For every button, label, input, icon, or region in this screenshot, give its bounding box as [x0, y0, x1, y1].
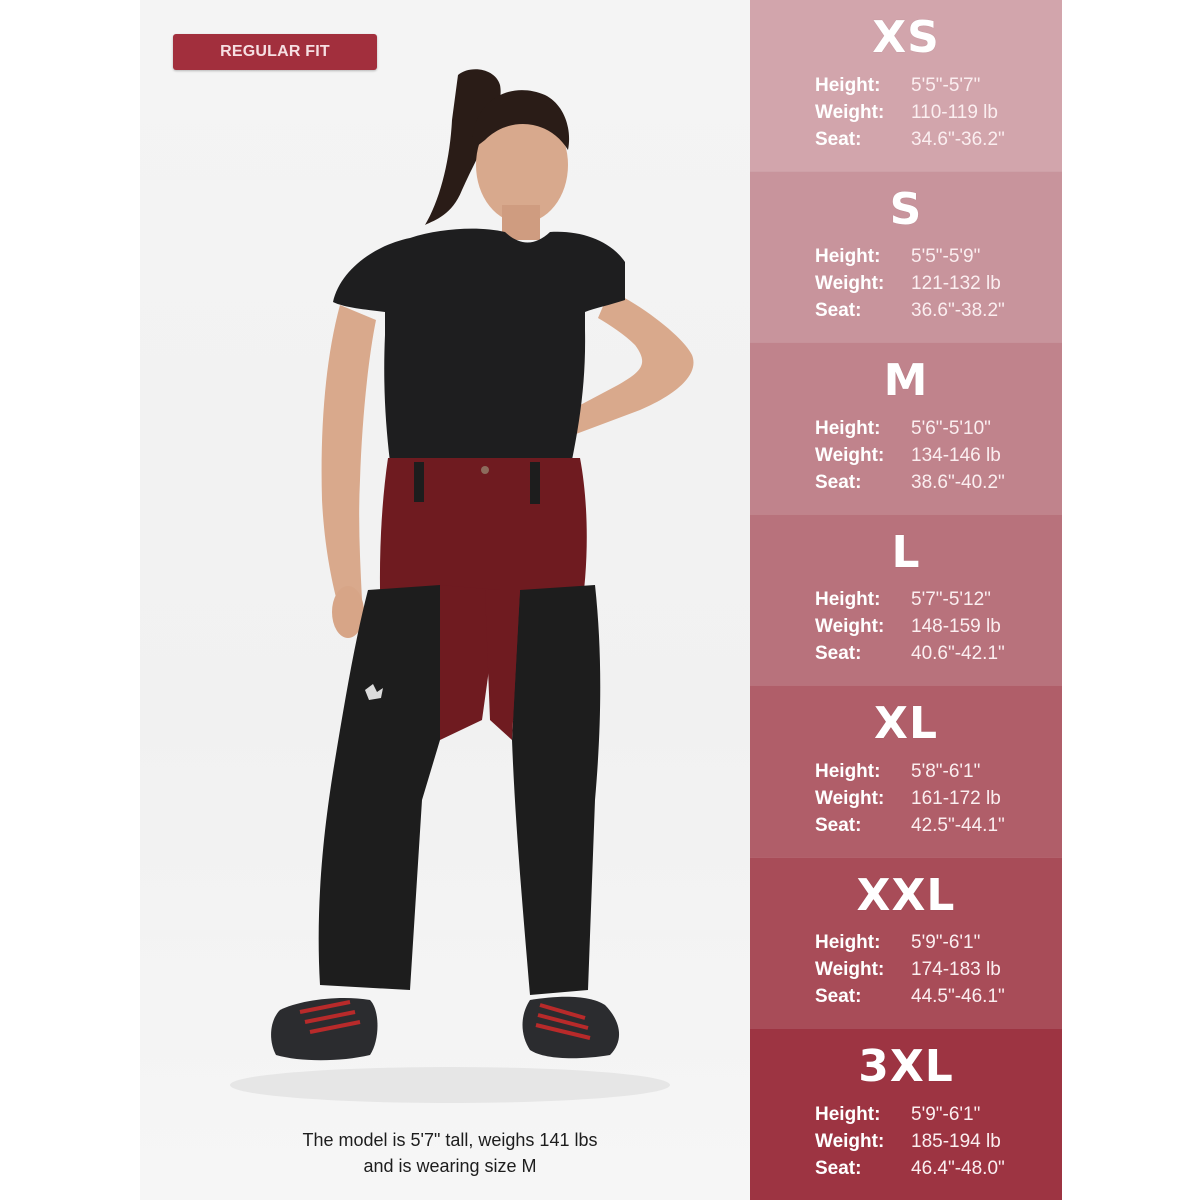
size-band-3xl	[750, 1028, 1062, 1200]
weight-value: 161-172 lb	[911, 787, 1001, 809]
seat-row	[815, 1155, 1055, 1182]
size-label: XXL	[856, 869, 956, 921]
height-value: 5'9"-6'1"	[911, 1103, 981, 1125]
weight-value: 174-183 lb	[911, 959, 1001, 981]
seat-label: Seat:	[815, 128, 862, 150]
weight-row	[815, 785, 1055, 812]
height-label: Height:	[815, 760, 881, 782]
seat-value: 36.6"-38.2"	[911, 300, 1005, 322]
weight-label: Weight:	[815, 959, 885, 981]
weight-value: 121-132 lb	[911, 273, 1001, 295]
height-value: 5'6"-5'10"	[911, 417, 991, 439]
size-measurements	[815, 587, 1055, 668]
height-label: Height:	[815, 74, 881, 96]
size-band-xxl	[750, 857, 1062, 1029]
weight-label: Weight:	[815, 273, 885, 295]
height-label: Height:	[815, 246, 881, 268]
weight-row	[815, 271, 1055, 298]
size-label: XS	[872, 12, 940, 63]
weight-label: Weight:	[815, 101, 885, 123]
size-band-s	[750, 171, 1062, 343]
weight-row	[815, 957, 1055, 984]
height-label: Height:	[815, 1103, 881, 1125]
seat-row	[815, 126, 1055, 153]
weight-row	[815, 99, 1055, 126]
height-label: Height:	[815, 417, 881, 439]
height-row	[815, 244, 1055, 271]
seat-row	[815, 298, 1055, 325]
size-label: S	[889, 183, 923, 235]
fit-badge-label: REGULAR FIT	[220, 43, 330, 60]
height-value: 5'5"-5'7"	[911, 74, 981, 96]
height-label: Height:	[815, 932, 881, 954]
weight-value: 148-159 lb	[911, 616, 1001, 638]
seat-row	[815, 469, 1055, 496]
size-band-xl	[750, 685, 1062, 857]
size-band-m	[750, 342, 1062, 514]
height-row	[815, 758, 1055, 785]
height-row	[815, 415, 1055, 442]
size-measurements	[815, 930, 1055, 1011]
size-measurements	[815, 758, 1055, 839]
size-band-l	[750, 514, 1062, 686]
seat-value: 42.5"-44.1"	[911, 814, 1005, 836]
seat-value: 38.6"-40.2"	[911, 471, 1005, 493]
height-value: 5'9"-6'1"	[911, 932, 981, 954]
weight-value: 185-194 lb	[911, 1130, 1001, 1152]
caption-line-1: The model is 5'7" tall, weighs 141 lbs	[302, 1130, 598, 1150]
seat-label: Seat:	[815, 814, 862, 836]
size-label: 3XL	[858, 1041, 954, 1093]
seat-label: Seat:	[815, 643, 862, 665]
weight-value: 110-119 lb	[911, 101, 998, 123]
height-label: Height:	[815, 589, 881, 611]
size-label: M	[883, 355, 929, 407]
seat-label: Seat:	[815, 1157, 862, 1179]
size-measurements	[815, 244, 1055, 325]
weight-row	[815, 442, 1055, 469]
seat-label: Seat:	[815, 986, 862, 1008]
seat-value: 34.6"-36.2"	[911, 128, 1005, 150]
caption-line-2: and is wearing size M	[363, 1156, 537, 1176]
weight-row	[815, 1128, 1055, 1155]
height-value: 5'5"-5'9"	[911, 246, 981, 268]
weight-label: Weight:	[815, 616, 885, 638]
weight-value: 134-146 lb	[911, 444, 1001, 466]
model-photo-panel	[140, 0, 750, 1200]
size-chart	[750, 0, 1062, 1200]
size-label: XL	[874, 698, 938, 750]
seat-row	[815, 984, 1055, 1011]
height-row	[815, 587, 1055, 614]
seat-row	[815, 812, 1055, 839]
model-figure-image	[140, 0, 750, 1120]
weight-label: Weight:	[815, 1130, 885, 1152]
weight-row	[815, 614, 1055, 641]
height-row	[815, 1101, 1055, 1128]
size-measurements	[815, 1101, 1055, 1182]
seat-label: Seat:	[815, 300, 862, 322]
weight-label: Weight:	[815, 444, 885, 466]
size-measurements	[815, 72, 1055, 153]
height-value: 5'7"-5'12"	[911, 589, 991, 611]
size-label: L	[891, 526, 921, 578]
model-caption	[140, 1127, 750, 1179]
weight-label: Weight:	[815, 787, 885, 809]
height-row	[815, 72, 1055, 99]
seat-value: 44.5"-46.1"	[911, 986, 1005, 1008]
seat-row	[815, 641, 1055, 668]
size-measurements	[815, 415, 1055, 496]
seat-label: Seat:	[815, 471, 862, 493]
height-row	[815, 930, 1055, 957]
size-band-xs	[750, 0, 1062, 171]
seat-value: 46.4"-48.0"	[911, 1157, 1005, 1179]
height-value: 5'8"-6'1"	[911, 760, 981, 782]
seat-value: 40.6"-42.1"	[911, 643, 1005, 665]
